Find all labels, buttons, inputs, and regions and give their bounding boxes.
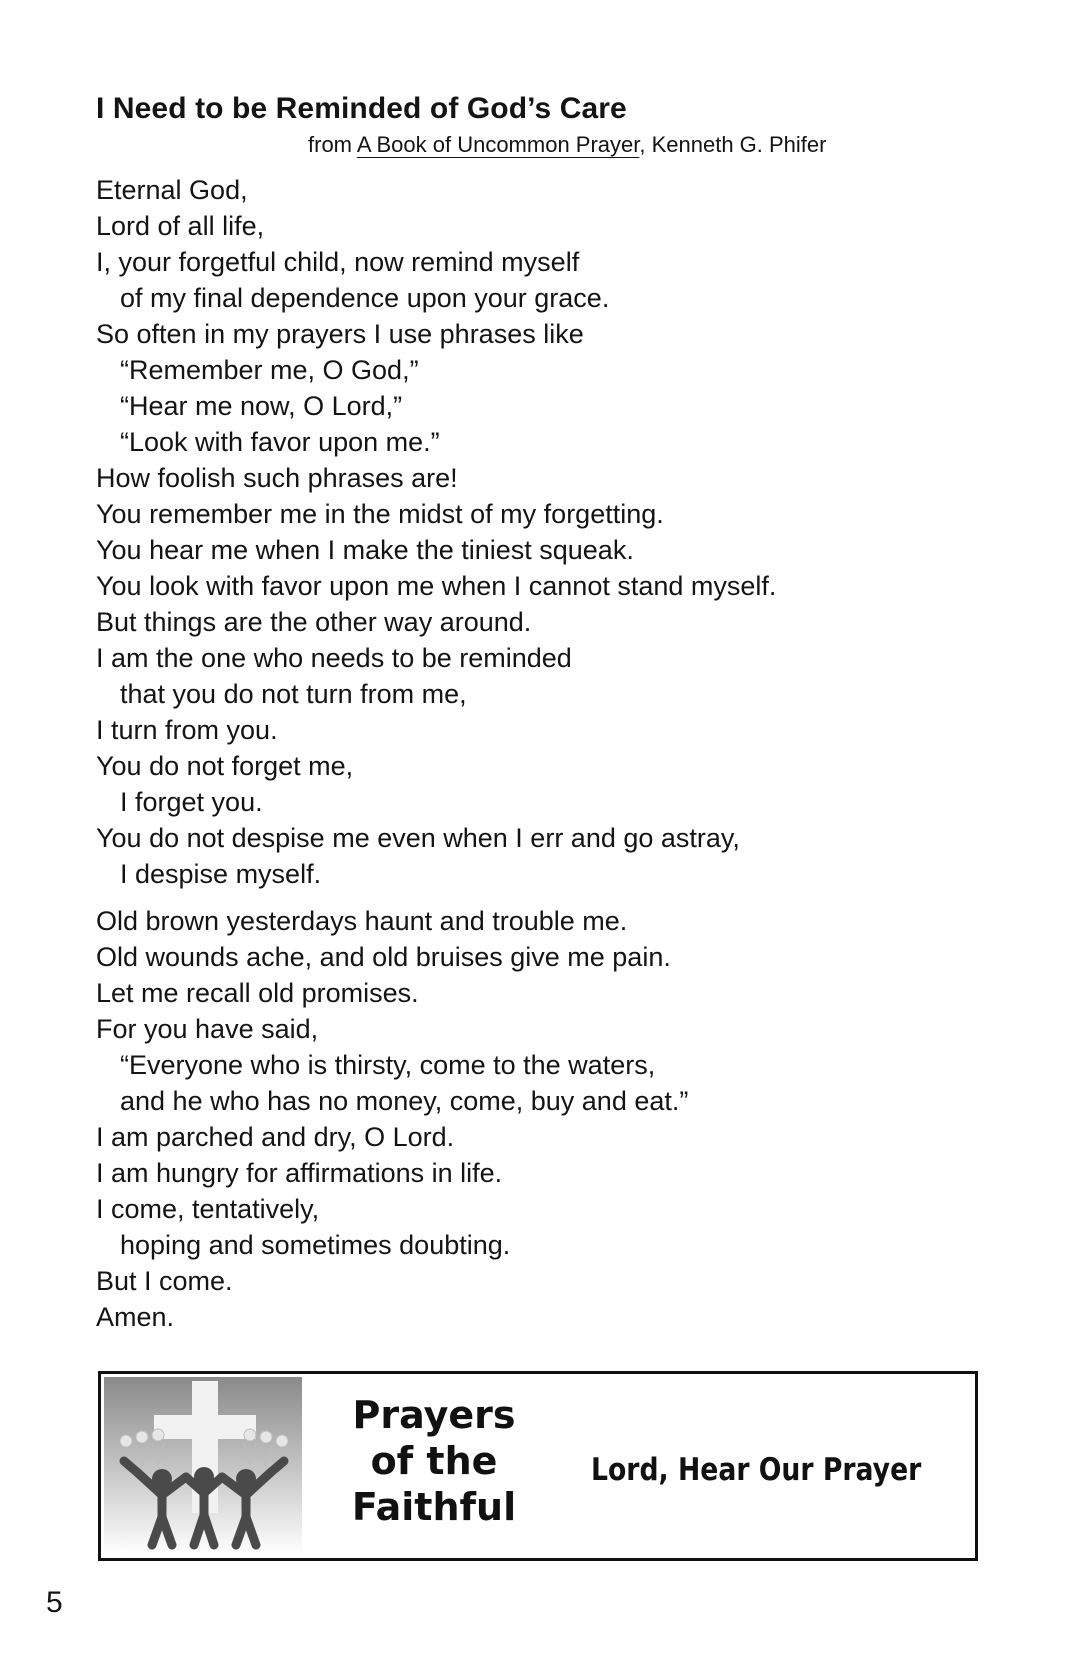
source-book-title: A Book of Uncommon Prayer: [356, 132, 640, 157]
prayer-line: But I come.: [96, 1266, 233, 1296]
source-author: , Kenneth G. Phifer: [639, 132, 827, 157]
prayer-title: I Need to be Reminded of God’s Care: [96, 92, 627, 125]
prayer-line: “Hear me now, O Lord,”: [120, 391, 403, 421]
prayer-line: How foolish such phrases are!: [96, 463, 458, 493]
prayer-line: I turn from you.: [96, 715, 278, 745]
prayer-line: Old brown yesterdays haunt and trouble me.: [96, 906, 628, 936]
prayer-line: You look with favor upon me when I cannot stand myself.: [96, 571, 777, 601]
prayer-line: You do not despise me even when I err and go astray,: [96, 823, 740, 853]
prayer-stanza-1: [96, 172, 776, 892]
source-prefix: from: [308, 132, 357, 157]
prayer-line: I despise myself.: [120, 859, 322, 889]
banner-heading-line: of the: [370, 1439, 498, 1483]
prayer-line: Let me recall old promises.: [96, 978, 419, 1008]
prayer-line: But things are the other way around.: [96, 607, 532, 637]
prayer-line: I forget you.: [120, 787, 263, 817]
cross-with-people-circle-icon: [104, 1377, 302, 1555]
prayer-line: So often in my prayers I use phrases like: [96, 319, 584, 349]
prayer-line: For you have said,: [96, 1014, 319, 1044]
prayer-line: I come, tentatively,: [96, 1194, 320, 1224]
banner-heading-line: Prayers: [352, 1393, 516, 1437]
prayer-line: Eternal God,: [96, 175, 248, 205]
prayer-line: “Look with favor upon me.”: [120, 427, 440, 457]
prayer-line: hoping and sometimes doubting.: [120, 1230, 511, 1260]
prayer-line: I am the one who needs to be reminded: [96, 643, 572, 673]
prayer-line: I am hungry for affirmations in life.: [96, 1158, 503, 1188]
prayer-line: “Everyone who is thirsty, come to the waters,: [120, 1050, 656, 1080]
prayer-line: You remember me in the midst of my forgetting.: [96, 499, 664, 529]
prayer-line: I, your forgetful child, now remind myself: [96, 247, 580, 277]
prayers-of-the-faithful-banner: [98, 1371, 978, 1561]
prayer-line: Old wounds ache, and old bruises give me pain.: [96, 942, 671, 972]
prayer-line: Lord of all life,: [96, 211, 265, 241]
banner-heading-line: Faithful: [351, 1485, 517, 1529]
banner-heading: [329, 1392, 539, 1530]
prayer-line: and he who has no money, come, buy and eat.”: [120, 1086, 689, 1116]
page-number: 5: [46, 1586, 63, 1619]
prayer-line: I am parched and dry, O Lord.: [96, 1122, 455, 1152]
prayer-line: You hear me when I make the tiniest squeak.: [96, 535, 634, 565]
prayer-line: of my final dependence upon your grace.: [120, 283, 610, 313]
prayer-line: Amen.: [96, 1302, 175, 1332]
prayer-line: that you do not turn from me,: [120, 679, 467, 709]
prayer-source: [308, 132, 826, 158]
prayer-stanza-2: [96, 903, 688, 1335]
prayer-line: “Remember me, O God,”: [120, 355, 419, 385]
banner-tagline: Lord, Hear Our Prayer: [591, 1452, 922, 1488]
prayer-line: You do not forget me,: [96, 751, 354, 781]
